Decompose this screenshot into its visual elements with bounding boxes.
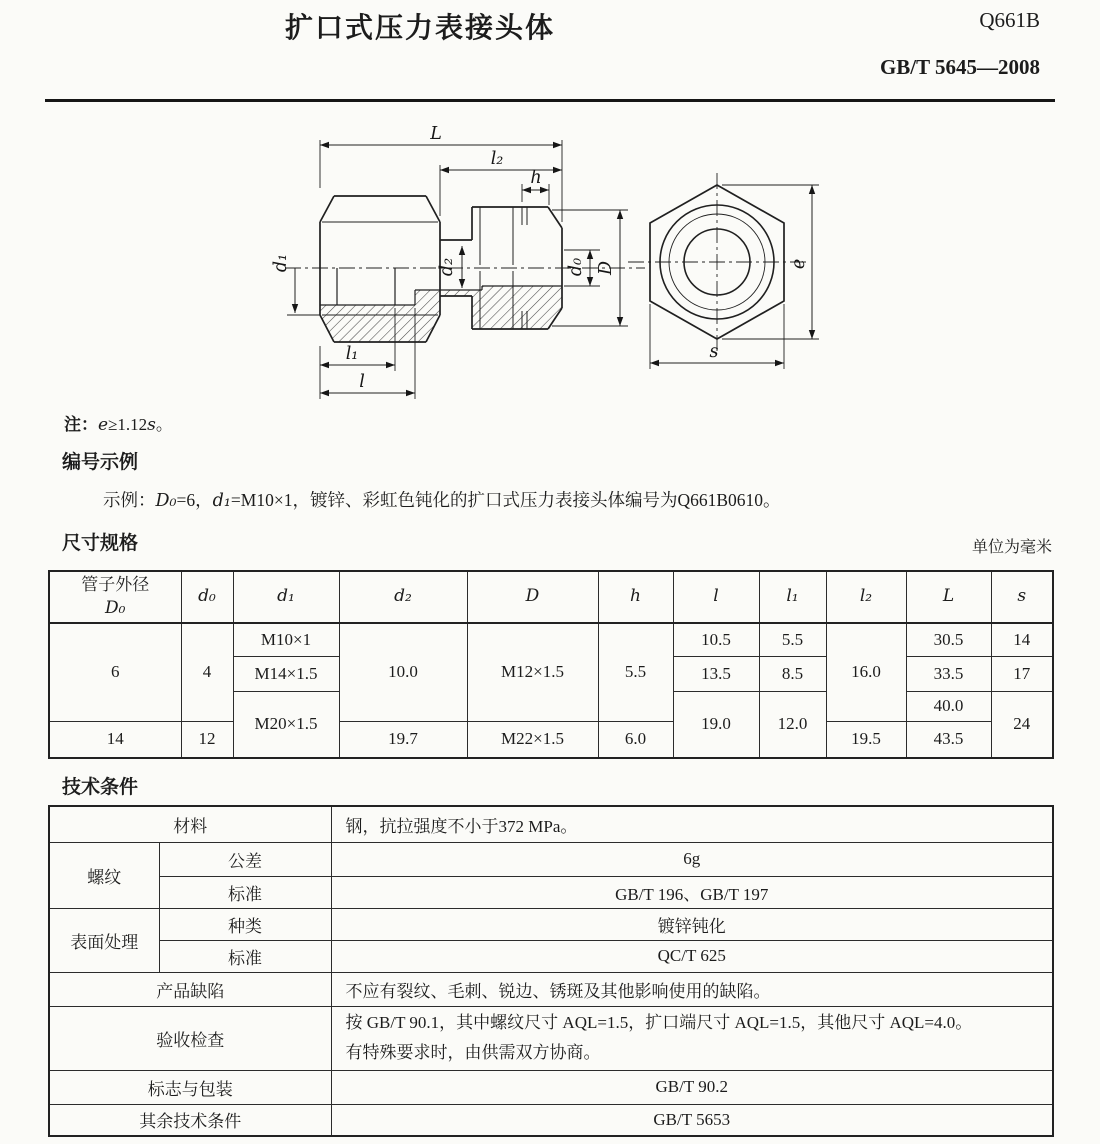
spec-cell-L-r3: 40.0 [906, 691, 991, 721]
tech-row-other [49, 1104, 1053, 1136]
spec-cell-D0-b: 14 [49, 721, 181, 758]
header-rule [45, 99, 1055, 102]
example-var-D0: D₀ [155, 491, 177, 511]
tech-heading: 技术条件 [62, 777, 139, 798]
spec-cell-l2-a: 16.0 [826, 623, 906, 721]
spec-header-d2: d₂ [339, 571, 467, 623]
dim-label-l2: l₂ [490, 149, 504, 169]
spec-cell-l-r2: 13.5 [673, 656, 759, 691]
spec-cell-d2-b: 19.7 [339, 721, 467, 758]
dim-label-d1: d₁ [271, 253, 291, 273]
tech-label-tolerance: 公差 [159, 842, 331, 876]
spec-cell-d1-r1: M10×1 [233, 623, 339, 656]
spec-cell-d0-a: 4 [181, 623, 233, 721]
spec-cell-l2-b: 19.5 [826, 721, 906, 758]
spec-cell-D0-a: 6 [49, 623, 181, 721]
spec-cell-s-r34: 24 [991, 691, 1053, 758]
tech-group-surface: 表面处理 [49, 908, 159, 972]
numbering-example [103, 487, 781, 512]
tech-label-other: 其余技术条件 [49, 1104, 331, 1136]
note-period: 。 [155, 415, 173, 434]
unit-note: 单位为毫米 [971, 539, 1052, 556]
tech-row-inspection [49, 1006, 1053, 1070]
tech-value-material: 钢，抗拉强度不小于372 MPa。 [331, 806, 1053, 842]
spec-header-D: D [467, 571, 598, 623]
section-hatch [320, 286, 562, 342]
technical-drawing [0, 116, 1100, 408]
hex-end-view [628, 173, 819, 369]
dim-label-d0: d₀ [566, 257, 586, 277]
example-rest: =M10×1，镀锌、彩虹色钝化的扩口式压力表接头体编号为Q661B0610。 [230, 490, 781, 510]
example-mid: =6， [176, 490, 213, 510]
example-var-d1: d₁ [212, 491, 231, 511]
tech-label-material: 材料 [49, 806, 331, 842]
spec-header-L: L [906, 571, 991, 623]
spec-heading: 尺寸规格 [62, 533, 139, 554]
spec-cell-l-r1: 10.5 [673, 623, 759, 656]
spec-cell-s-r1: 14 [991, 623, 1053, 656]
note-var-s: s [147, 415, 156, 435]
tech-label-marking: 标志与包装 [49, 1070, 331, 1104]
tech-label-inspection: 验收检查 [49, 1006, 331, 1070]
spec-cell-D-b: M22×1.5 [467, 721, 598, 758]
tech-value-inspection-line2: 有特殊要求时，由供需双方协商。 [345, 1043, 601, 1062]
tech-row-surface-standard [49, 940, 1053, 972]
spec-cell-L-r2: 33.5 [906, 656, 991, 691]
tech-row-surface-type [49, 908, 1053, 940]
spec-header-h: h [598, 571, 673, 623]
tech-row-defects [49, 972, 1053, 1006]
spec-header-D0-sym: D₀ [105, 598, 126, 618]
tech-row-thread-tolerance [49, 842, 1053, 876]
spec-cell-l1-r1: 5.5 [759, 623, 826, 656]
tech-group-thread: 螺纹 [49, 842, 159, 908]
spec-cell-l-r34: 19.0 [673, 691, 759, 758]
drawing-note [64, 410, 173, 435]
spec-header-l2: l₂ [826, 571, 906, 623]
spec-cell-s-r2: 17 [991, 656, 1053, 691]
tech-row-material [49, 806, 1053, 842]
tech-value-thread-standard: GB/T 196、GB/T 197 [331, 876, 1053, 908]
spec-header-l1: l₁ [759, 571, 826, 623]
spec-cell-d1-r34: M20×1.5 [233, 691, 339, 758]
spec-cell-l1-r34: 12.0 [759, 691, 826, 758]
spec-header-s: s [991, 571, 1053, 623]
spec-cell-h-a: 5.5 [598, 623, 673, 721]
note-var-e: e [98, 415, 109, 435]
dim-label-e: e [789, 258, 809, 270]
spec-row-1 [49, 623, 1053, 656]
dim-label-l1: l₁ [345, 344, 359, 364]
spec-header-d0: d₀ [181, 571, 233, 623]
tech-label-surface-type: 种类 [159, 908, 331, 940]
spec-header-d1: d₁ [233, 571, 339, 623]
tech-table [48, 805, 1054, 1137]
spec-cell-d1-r2: M14×1.5 [233, 656, 339, 691]
tech-value-surface-type: 镀锌钝化 [331, 908, 1053, 940]
spec-cell-D-a: M12×1.5 [467, 623, 598, 721]
tech-value-inspection [331, 1006, 1053, 1070]
spec-cell-d0-b: 12 [181, 721, 233, 758]
tech-label-surface-standard: 标准 [159, 940, 331, 972]
dim-label-l: l [359, 372, 365, 392]
note-prefix: 注： [64, 415, 98, 434]
note-relation: ≥1.12 [108, 415, 148, 434]
tech-value-defects: 不应有裂纹、毛刺、锐边、锈斑及其他影响使用的缺陷。 [331, 972, 1053, 1006]
side-section-view [285, 140, 645, 399]
standard-number: GB/T 5645—2008 [879, 55, 1040, 79]
tech-value-tolerance: 6g [331, 842, 1053, 876]
tech-row-marking [49, 1070, 1053, 1104]
tech-label-defects: 产品缺陷 [49, 972, 331, 1006]
tech-row-thread-standard [49, 876, 1053, 908]
tech-value-surface-standard: QC/T 625 [331, 940, 1053, 972]
dim-label-L: L [430, 124, 442, 144]
tech-value-marking: GB/T 90.2 [331, 1070, 1053, 1104]
spec-cell-l1-r2: 8.5 [759, 656, 826, 691]
part-code: Q661B [979, 8, 1040, 32]
page-title: 扩口式压力表接头体 [284, 12, 555, 43]
spec-header-D0-cn: 管子外径 [81, 575, 150, 595]
spec-table [48, 570, 1054, 759]
spec-header-l: l [673, 571, 759, 623]
spec-header-D0 [49, 571, 181, 623]
spec-row-4 [49, 721, 1053, 758]
dim-label-s: s [709, 342, 719, 362]
dim-label-d2: d₂ [437, 257, 457, 277]
tech-value-other: GB/T 5653 [331, 1104, 1053, 1136]
tech-label-thread-standard: 标准 [159, 876, 331, 908]
spec-cell-L-r1: 30.5 [906, 623, 991, 656]
tech-value-inspection-line1: 按 GB/T 90.1，其中螺纹尺寸 AQL=1.5，扩口端尺寸 AQL=1.5，其他尺寸 AQL=4.0。 [345, 1013, 973, 1032]
numbering-heading: 编号示例 [62, 452, 139, 473]
spec-cell-d2-a: 10.0 [339, 623, 467, 721]
example-prefix: 示例： [103, 490, 156, 510]
dim-label-D: D [596, 260, 616, 276]
dim-label-h: h [530, 168, 542, 188]
spec-header-row [49, 571, 1053, 623]
spec-cell-h-b: 6.0 [598, 721, 673, 758]
spec-cell-L-r4: 43.5 [906, 721, 991, 758]
